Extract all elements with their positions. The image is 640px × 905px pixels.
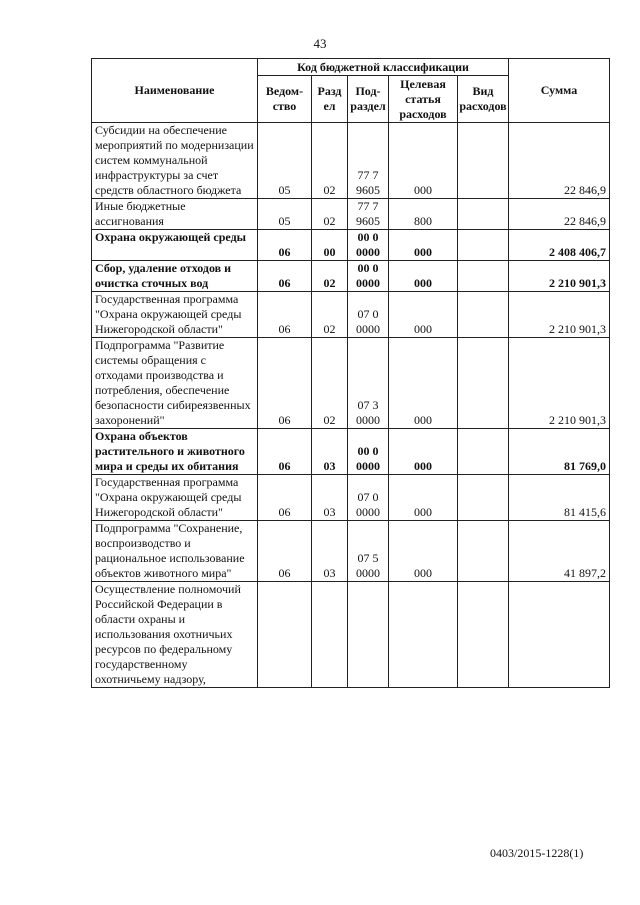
row-empty	[458, 338, 509, 429]
row-department: 06	[258, 521, 312, 582]
row-type: 000	[389, 292, 458, 338]
table-row	[92, 123, 610, 199]
header-budget-code-group: Код бюджетной классификации	[258, 59, 509, 76]
table-row	[92, 292, 610, 338]
row-name: Иные бюджетные ассигнования	[92, 199, 258, 230]
row-empty	[458, 429, 509, 475]
table-row	[92, 429, 610, 475]
row-target: 77 7 9605	[348, 199, 389, 230]
row-section: 03	[312, 475, 348, 521]
row-empty	[458, 475, 509, 521]
row-target: 07 5 0000	[348, 521, 389, 582]
row-department: 06	[258, 230, 312, 261]
row-department: 05	[258, 199, 312, 230]
row-sum: 2 210 901,3	[509, 261, 610, 292]
row-sum: 81 415,6	[509, 475, 610, 521]
row-department: 06	[258, 338, 312, 429]
row-section: 00	[312, 230, 348, 261]
header-target-article: Целевая статья расходов	[389, 76, 458, 123]
row-name: Охрана окружающей среды	[92, 230, 258, 261]
table-row	[92, 338, 610, 429]
budget-table	[91, 58, 610, 688]
row-section	[312, 582, 348, 688]
row-department: 06	[258, 292, 312, 338]
header-subsection: Под- раздел	[348, 76, 389, 123]
row-section: 03	[312, 429, 348, 475]
row-sum: 2 210 901,3	[509, 292, 610, 338]
row-section: 03	[312, 521, 348, 582]
row-section: 02	[312, 338, 348, 429]
header-section: Разд ел	[312, 76, 348, 123]
row-section: 02	[312, 292, 348, 338]
row-sum: 2 408 406,7	[509, 230, 610, 261]
table-row	[92, 475, 610, 521]
row-empty	[458, 521, 509, 582]
row-name: Охрана объектов растительного и животного мира и среды их обитания	[92, 429, 258, 475]
row-department: 06	[258, 429, 312, 475]
header-sum: Сумма	[509, 59, 610, 123]
row-section: 02	[312, 199, 348, 230]
page-number: 43	[313, 36, 327, 51]
row-section: 02	[312, 261, 348, 292]
table-row	[92, 582, 610, 688]
row-target: 07 3 0000	[348, 338, 389, 429]
row-target: 00 0 0000	[348, 261, 389, 292]
row-empty	[458, 123, 509, 199]
row-target: 00 0 0000	[348, 429, 389, 475]
header-department: Ведом- ство	[258, 76, 312, 123]
row-empty	[458, 199, 509, 230]
row-department: 05	[258, 123, 312, 199]
row-sum: 41 897,2	[509, 521, 610, 582]
row-name: Субсидии на обеспечение мероприятий по модернизации систем коммунальной инфраструктуры за счет средств областного бюджета	[92, 123, 258, 199]
row-sum: 22 846,9	[509, 199, 610, 230]
row-target: 07 0 0000	[348, 292, 389, 338]
header-name: Наименование	[92, 59, 258, 123]
row-type: 000	[389, 521, 458, 582]
header-expense-type: Вид расходов	[458, 76, 509, 123]
row-type: 000	[389, 338, 458, 429]
row-sum: 81 769,0	[509, 429, 610, 475]
row-sum	[509, 582, 610, 688]
row-type: 000	[389, 123, 458, 199]
document-code: 0403/2015-1228(1)	[490, 846, 584, 860]
row-name: Государственная программа "Охрана окружающей среды Нижегородской области"	[92, 292, 258, 338]
row-section: 02	[312, 123, 348, 199]
row-target: 77 7 9605	[348, 123, 389, 199]
row-department	[258, 582, 312, 688]
row-department: 06	[258, 261, 312, 292]
row-type: 000	[389, 475, 458, 521]
row-name: Сбор, удаление отходов и очистка сточных вод	[92, 261, 258, 292]
table-row	[92, 230, 610, 261]
row-name: Государственная программа "Охрана окружающей среды Нижегородской области"	[92, 475, 258, 521]
row-empty	[458, 582, 509, 688]
table-row	[92, 199, 610, 230]
row-empty	[458, 230, 509, 261]
row-type: 000	[389, 429, 458, 475]
row-name: Подпрограмма "Сохранение, воспроизводство и рациональное использование объектов животного мира"	[92, 521, 258, 582]
table-row	[92, 521, 610, 582]
row-target: 00 0 0000	[348, 230, 389, 261]
row-type	[389, 582, 458, 688]
row-target	[348, 582, 389, 688]
row-sum: 2 210 901,3	[509, 338, 610, 429]
row-type: 800	[389, 199, 458, 230]
row-department: 06	[258, 475, 312, 521]
row-target: 07 0 0000	[348, 475, 389, 521]
row-sum: 22 846,9	[509, 123, 610, 199]
table-row	[92, 261, 610, 292]
row-type: 000	[389, 261, 458, 292]
row-empty	[458, 261, 509, 292]
row-name: Подпрограмма "Развитие системы обращения с отходами производства и потребления, обеспечение безопасности сибиреязвенных захоронений"	[92, 338, 258, 429]
row-type: 000	[389, 230, 458, 261]
row-name: Осуществление полномочий Российской Федерации в области охраны и использования охотничьих ресурсов по федеральному государственному охотничьему надзору,	[92, 582, 258, 688]
row-empty	[458, 292, 509, 338]
